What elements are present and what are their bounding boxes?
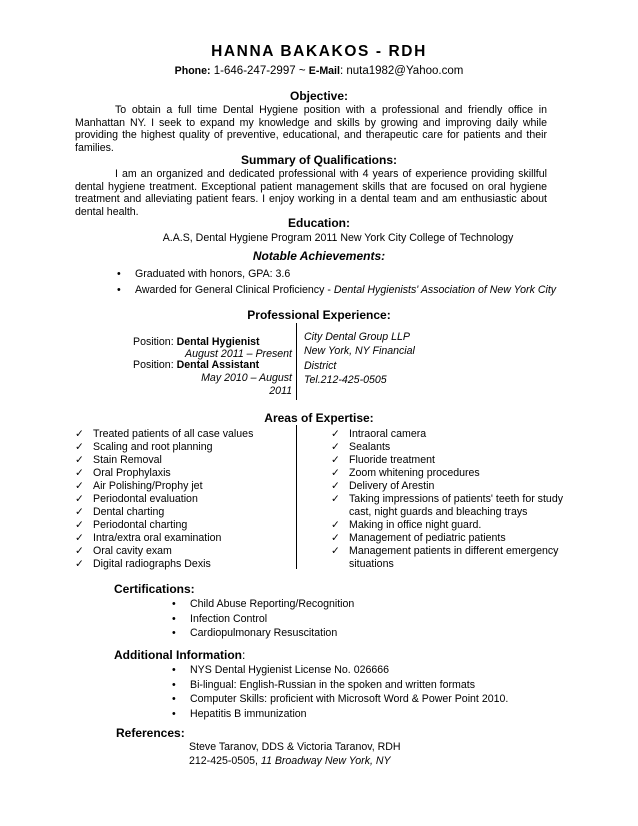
references-heading: References: — [116, 726, 185, 740]
expertise-item: ✓ Making in office night guard. — [331, 519, 482, 531]
achievement-item: • Graduated with honors, GPA: 3.6 — [117, 268, 291, 280]
check-icon: ✓ — [75, 467, 84, 479]
expertise-divider — [296, 425, 297, 569]
education-heading: Education: — [288, 216, 350, 230]
expertise-item: ✓ Zoom whitening procedures — [331, 467, 480, 479]
bullet-item: • Hepatitis B immunization — [172, 707, 307, 720]
phone-label: Phone: — [174, 65, 211, 77]
check-icon: ✓ — [75, 454, 84, 466]
achievements-heading: Notable Achievements: — [252, 249, 386, 263]
date-2: May 2010 – August — [201, 372, 292, 384]
company-block: City Dental Group LLP New York, NY Financial District Tel.212-425-0505 — [304, 331, 415, 387]
check-icon: ✓ — [75, 480, 84, 492]
check-icon: ✓ — [75, 506, 84, 518]
check-icon: ✓ — [75, 441, 84, 453]
expertise-item: ✓ Intra/extra oral examination — [75, 532, 222, 544]
check-icon: ✓ — [331, 493, 340, 505]
check-icon: ✓ — [331, 441, 340, 453]
expertise-item: ✓ Digital radiographs Dexis — [75, 558, 211, 570]
bullet-item: • Bi-lingual: English-Russian in the spoken and written formats — [172, 678, 475, 691]
experience-divider — [296, 323, 297, 400]
expertise-item: ✓ Periodontal charting — [75, 519, 188, 531]
check-icon: ✓ — [75, 558, 84, 570]
achievement-item: • Awarded for General Clinical Proficiency - Dental Hygienists' Association of New York City — [117, 284, 557, 296]
expertise-item: ✓ Periodontal evaluation — [75, 493, 198, 505]
objective-text: To obtain a full time Dental Hygiene position with a professional and friendly office in Manhattan NY. I seek to expand my knowledge and skills by growing and improving daily while providing the highest quality of preventive, educational, and therapeutic care for patients and their families. — [75, 104, 547, 154]
certifications-heading: Certifications: — [114, 582, 195, 596]
phone-number: 1-646-247-2997 — [213, 65, 296, 77]
reference-name: Steve Taranov, DDS & Victoria Taranov, RDH — [189, 741, 401, 753]
check-icon: ✓ — [331, 467, 340, 479]
references-block — [189, 741, 401, 768]
date-2-year: 2011 — [269, 385, 292, 397]
summary-heading: Summary of Qualifications: — [240, 153, 398, 167]
check-icon: ✓ — [75, 519, 84, 531]
check-icon: ✓ — [331, 428, 340, 440]
expertise-item: ✓ Management of pediatric patients — [331, 532, 506, 544]
expertise-item: ✓ Delivery of Arestin — [331, 480, 435, 492]
experience-heading: Professional Experience: — [247, 308, 391, 322]
check-icon: ✓ — [331, 532, 340, 544]
check-icon: ✓ — [331, 545, 340, 557]
position-2: Position: Dental Assistant — [133, 359, 260, 371]
bullet-item: • Child Abuse Reporting/Recognition — [172, 598, 355, 610]
additional-heading: Additional Information: — [114, 648, 246, 662]
additional-list — [172, 663, 508, 721]
bullet-item: • Cardiopulmonary Resuscitation — [172, 627, 338, 640]
objective-heading: Objective: — [289, 89, 349, 103]
check-icon: ✓ — [75, 532, 84, 544]
position-1: Position: Dental Hygienist — [133, 336, 260, 348]
bullet-item: • Computer Skills: proficient with Microsoft Word & Power Point 2010. — [172, 693, 509, 706]
expertise-item: ✓ Fluoride treatment — [331, 454, 435, 466]
resume-name: HANNA BAKAKOS - RDH — [211, 43, 427, 60]
date-1: August 2011 – Present — [185, 348, 292, 360]
certifications-list — [172, 597, 354, 641]
check-icon: ✓ — [75, 545, 84, 557]
bullet-item: • Infection Control — [172, 612, 268, 625]
contact-line — [0, 65, 638, 77]
expertise-item: ✓ Air Polishing/Prophy jet — [75, 480, 203, 492]
education-line: A.A.S, Dental Hygiene Program 2011 New York City College of Technology — [162, 232, 514, 244]
expertise-item: ✓ Treated patients of all case values — [75, 428, 254, 440]
summary-text: I am an organized and dedicated professional with 4 years of experience providing skillful dental hygiene treatment. Exceptional patient management skills that are focused on oral hygiene treatment and alleviating patient fears. I enjoy working in a dental team and am enthusiastic about dental health. — [75, 168, 547, 218]
check-icon: ✓ — [331, 480, 340, 492]
check-icon: ✓ — [75, 428, 84, 440]
expertise-item: ✓ Management patients in different emergency situations — [331, 545, 559, 570]
check-icon: ✓ — [331, 454, 340, 466]
expertise-item: ✓ Dental charting — [75, 506, 165, 518]
expertise-item: ✓ Oral Prophylaxis — [75, 467, 171, 479]
expertise-item: ✓ Taking impressions of patients' teeth for study cast, night guards and bleaching trays — [331, 493, 564, 518]
expertise-item: ✓ Oral cavity exam — [75, 545, 172, 557]
check-icon: ✓ — [75, 493, 84, 505]
expertise-item: ✓ Sealants — [331, 441, 391, 453]
expertise-item: ✓ Intraoral camera — [331, 428, 427, 440]
expertise-right-list — [331, 428, 563, 571]
email-address: : nuta1982@Yahoo.com — [339, 65, 464, 77]
email-label: E-Mail — [308, 65, 340, 77]
expertise-heading: Areas of Expertise: — [264, 411, 374, 425]
contact-separator: ~ — [298, 65, 306, 77]
reference-contact: 212-425-0505, 11 Broadway New York, NY — [189, 754, 391, 767]
check-icon: ✓ — [331, 519, 340, 531]
expertise-item: ✓ Stain Removal — [75, 454, 162, 466]
expertise-left-list — [75, 428, 290, 571]
expertise-item: ✓ Scaling and root planning — [75, 441, 213, 453]
bullet-item: • NYS Dental Hygienist License No. 026666 — [172, 664, 390, 676]
